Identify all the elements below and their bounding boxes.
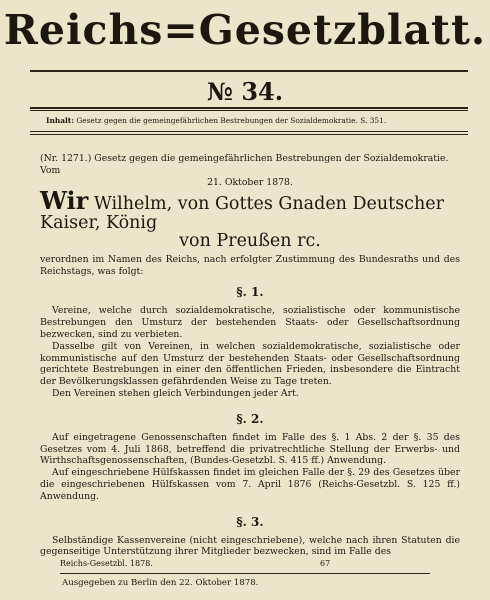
decree-line (40, 186, 460, 252)
issue-rule-top (30, 107, 468, 109)
table-of-contents (46, 116, 460, 126)
footer-publication: Reichs-Gesetzbl. 1878. (60, 559, 153, 568)
issue-number: № 34. (206, 77, 284, 106)
section-3-paragraph: Selbständige Kassenvereine (nicht eingeschriebene), welche nach ihren Statuten die gegenseitige Unterstützung ihrer Mitglieder bezwecken, sind im Falle des (40, 534, 460, 558)
law-date: 21. Oktober 1878. (207, 176, 293, 188)
section-1-paragraph: Den Vereinen stehen gleich Verbindungen jeder Art. (52, 388, 299, 400)
masthead-title: Reichs=Gesetzblatt. (3, 6, 487, 54)
section-2-paragraph: Auf eingeschriebene Hülfskassen findet im gleichen Falle der §. 29 des Gesetzes über die eingeschriebenen Hülfskassen vom 7. April 1876 (Reichs-Gesetzbl. S. 125 ff.) Anwendung. (40, 467, 460, 502)
toc-text: Gesetz gegen die gemeingefährlichen Bestrebungen der Sozialdemokratie. S. 351. (76, 116, 387, 125)
preamble: verordnen im Namen des Reichs, nach erfolgter Zustimmung des Bundesraths und des Reichstags, was folgt: (40, 253, 460, 277)
masthead-rule (30, 70, 468, 72)
decree-first-word: Wir (40, 186, 89, 216)
decree-continuation: von Preußen rc. (179, 231, 321, 252)
decree-rest: Wilhelm, von Gottes Gnaden Deutscher Kaiser, König (40, 194, 444, 233)
toc-rule-top (30, 131, 468, 132)
toc-label: Inhalt: (46, 116, 74, 125)
issue-date: Ausgegeben zu Berlin den 22. Oktober 1878. (62, 578, 259, 588)
law-body (40, 153, 460, 558)
section-2-paragraph: Auf eingetragene Genossenschaften findet im Falle des §. 1 Abs. 2 der §. 35 des Gesetzes vom 4. Juli 1868, betreffend die privatrechtliche Stellung der Erwerbs- und Wirthschaftsgenossenschaften, (Bundes-Gesetzbl. S. 415 ff.) Anwendung. (40, 431, 460, 467)
section-2-title: §. 2. (236, 411, 264, 426)
law-heading: (Nr. 1271.) Gesetz gegen die gemeingefährlichen Bestrebungen der Sozialdemokratie. Vom (40, 153, 449, 176)
issue-rule-thin (30, 110, 468, 111)
section-3-title: §. 3. (236, 514, 264, 529)
footer-rule (60, 573, 430, 574)
section-1-paragraph: Dasselbe gilt von Vereinen, in welchen sozialdemokratische, sozialistische oder kommunistische auf den Umsturz der bestehenden Staats- oder Gesellschaftsordnung gerichtete Bestrebungen in einer den öffentlichen Frieden, insbesondere die Eintracht der Bevölkerungsklassen gefährdenden Weise zu Tage treten. (40, 340, 460, 388)
toc-rule-bottom (30, 134, 468, 135)
footer-page-number: 67 (320, 559, 331, 568)
section-1-title: §. 1. (236, 285, 264, 300)
section-1-paragraph: Vereine, welche durch sozialdemokratische, sozialistische oder kommunistische Bestrebungen den Umsturz der bestehenden Staats- oder Gesellschaftsordnung bezwecken, sind zu verbieten. (40, 305, 460, 341)
